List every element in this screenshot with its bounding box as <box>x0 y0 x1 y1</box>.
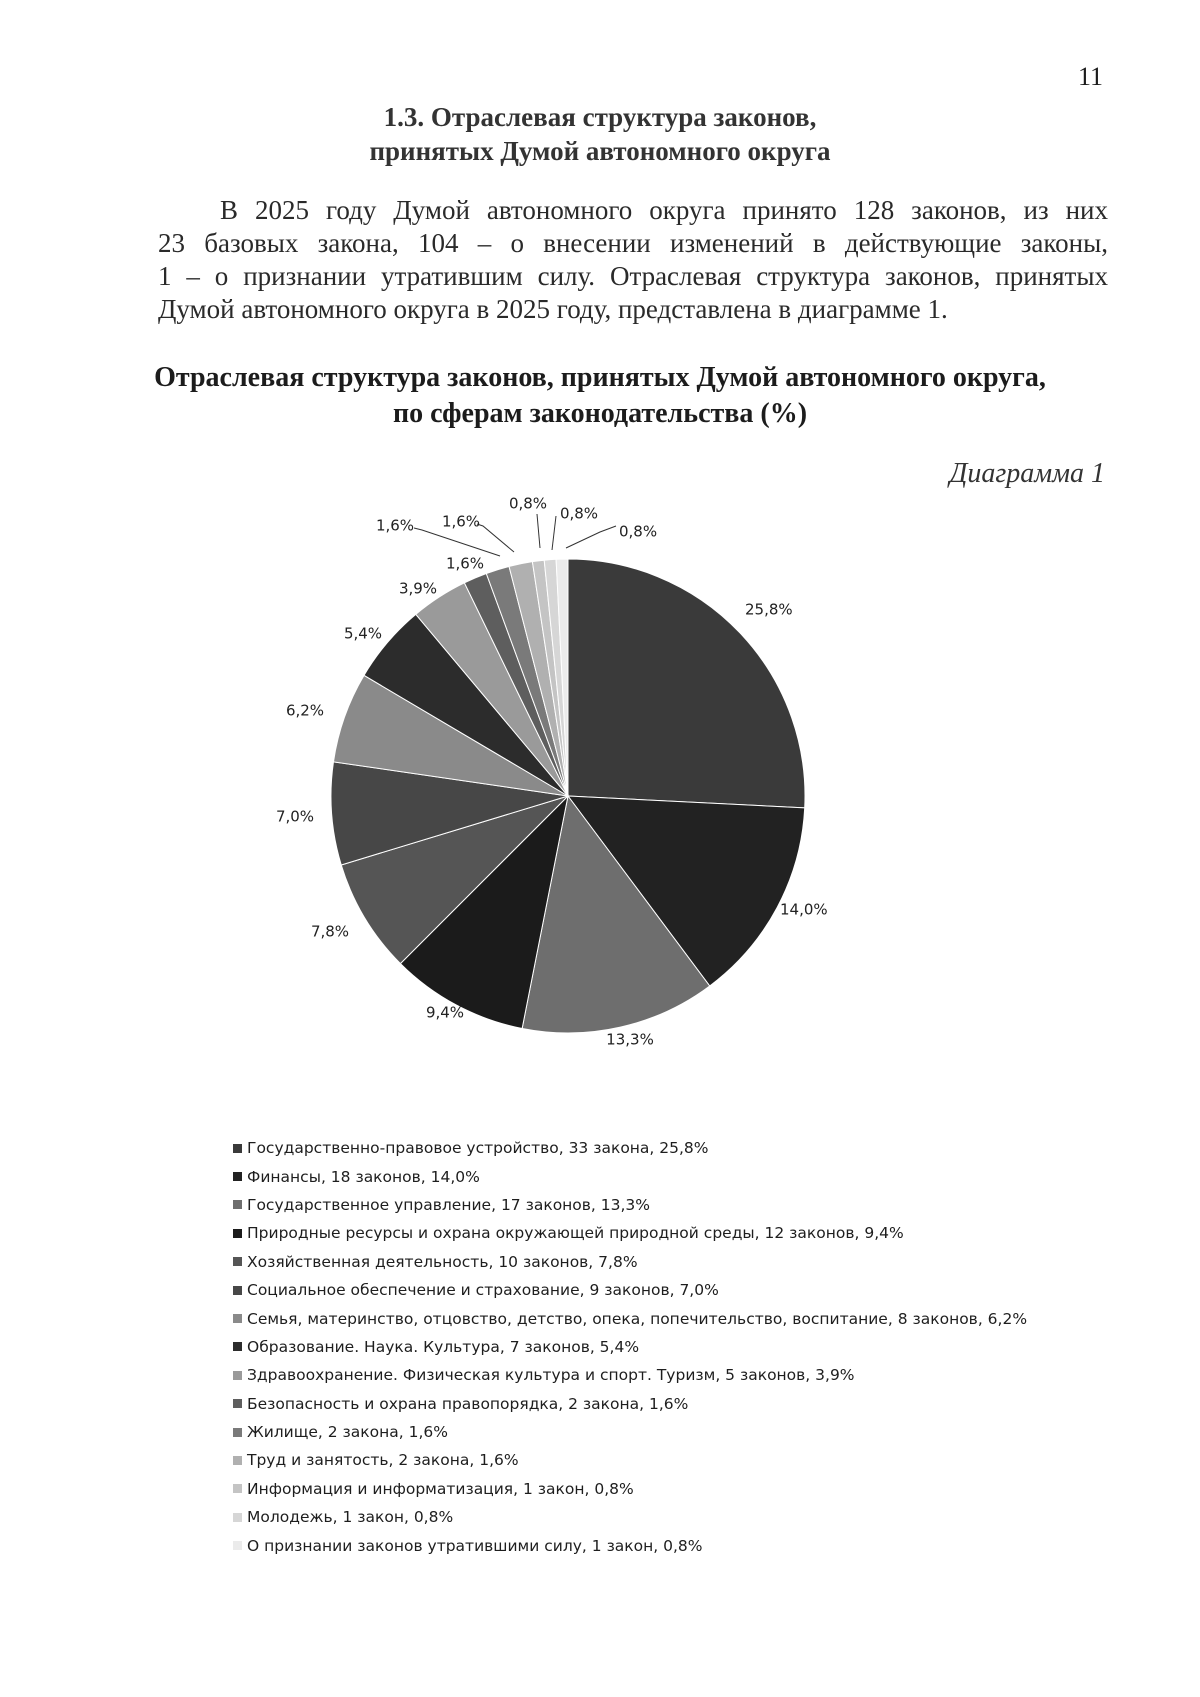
pie-data-label-1: 25,8% <box>745 600 793 619</box>
pie-slice-1 <box>568 559 805 808</box>
legend-swatch-1 <box>233 1144 242 1153</box>
intro-line-4: Думой автономного округа в 2025 году, представлена в диаграмме 1. <box>158 294 948 324</box>
pie-data-label-7: 6,2% <box>285 701 325 720</box>
legend-item-1 <box>233 1134 1133 1162</box>
legend-item-5 <box>233 1248 1133 1276</box>
legend-swatch-11 <box>233 1428 242 1437</box>
legend-swatch-2 <box>233 1172 242 1181</box>
pie-data-label-9: 3,9% <box>398 579 438 598</box>
pie-data-label-14: 0,8% <box>559 504 599 523</box>
legend-label-12: Труд и занятость, 2 закона, 1,6% <box>247 1451 519 1470</box>
legend-label-4: Природные ресурсы и охрана окружающей природной среды, 12 законов, 9,4% <box>247 1224 904 1243</box>
pie-leader-line-10 <box>414 528 500 556</box>
pie-data-label-12: 1,6% <box>445 554 485 573</box>
legend-swatch-10 <box>233 1399 242 1408</box>
chart-title-line-1: Отраслевая структура законов, принятых Думой автономного округа, <box>154 362 1046 393</box>
pie-data-label-6: 7,0% <box>275 807 315 826</box>
legend-swatch-5 <box>233 1257 242 1266</box>
legend-swatch-15 <box>233 1541 242 1550</box>
legend-label-8: Образование. Наука. Культура, 7 законов, 5,4% <box>247 1337 640 1356</box>
chart-title-line-2: по сферам законодательства (%) <box>392 398 808 429</box>
intro-line-3: 1 – о признании утратившим силу. Отраслевая структура законов, принятых <box>158 261 1108 291</box>
legend-swatch-14 <box>233 1513 242 1522</box>
pie-slices <box>331 559 805 1033</box>
legend-label-10: Безопасность и охрана правопорядка, 2 закона, 1,6% <box>247 1394 689 1413</box>
legend-item-15 <box>233 1531 1133 1559</box>
legend-item-8 <box>233 1333 1133 1361</box>
section-title-line-2: принятых Думой автономного округа <box>369 136 831 166</box>
pie-data-label-11: 1,6% <box>441 512 481 531</box>
legend-label-6: Социальное обеспечение и страхование, 9 законов, 7,0% <box>247 1281 719 1300</box>
legend-item-7 <box>233 1304 1133 1332</box>
legend-label-9: Здравоохранение. Физическая культура и спорт. Туризм, 5 законов, 3,9% <box>247 1366 855 1385</box>
intro-paragraph <box>158 194 1108 326</box>
pie-chart <box>275 494 920 1140</box>
pie-data-label-15: 0,8% <box>619 522 658 541</box>
section-title <box>0 100 1200 168</box>
pie-data-label-13: 0,8% <box>508 494 548 513</box>
pie-data-label-5: 7,8% <box>310 922 350 941</box>
legend-swatch-9 <box>233 1371 242 1380</box>
pie-data-label-2: 14,0% <box>780 900 828 919</box>
legend-label-1: Государственно-правовое устройство, 33 закона, 25,8% <box>247 1139 709 1158</box>
legend-swatch-6 <box>233 1286 242 1295</box>
pie-leader-line-11 <box>477 524 514 552</box>
legend-swatch-3 <box>233 1200 242 1209</box>
legend-swatch-4 <box>233 1229 242 1238</box>
legend-item-12 <box>233 1446 1133 1474</box>
legend-item-9 <box>233 1361 1133 1389</box>
legend-label-5: Хозяйственная деятельность, 10 законов, 7,8% <box>247 1252 638 1271</box>
page-number: 11 <box>1078 62 1104 91</box>
legend-item-10 <box>233 1390 1133 1418</box>
pie-data-label-3: 13,3% <box>606 1030 654 1049</box>
diagram-caption: Диаграмма 1 <box>949 458 1105 489</box>
legend-label-7: Семья, материнство, отцовство, детство, опека, попечительство, воспитание, 8 законов, 6,2% <box>247 1309 1028 1328</box>
legend-item-4 <box>233 1219 1133 1247</box>
legend-swatch-7 <box>233 1314 242 1323</box>
legend-label-11: Жилище, 2 закона, 1,6% <box>247 1423 448 1442</box>
legend-label-14: Молодежь, 1 закон, 0,8% <box>247 1508 454 1527</box>
pie-data-label-10: 1,6% <box>375 516 415 535</box>
pie-leader-line-13 <box>537 514 540 548</box>
legend-item-13 <box>233 1475 1133 1503</box>
pie-data-label-8: 5,4% <box>343 624 383 643</box>
legend-swatch-8 <box>233 1342 242 1351</box>
pie-leader-line-15 <box>566 526 616 548</box>
legend-label-2: Финансы, 18 законов, 14,0% <box>247 1167 480 1186</box>
chart-title <box>0 360 1200 432</box>
chart-legend <box>233 1134 1133 1560</box>
legend-item-3 <box>233 1191 1133 1219</box>
intro-line-1: В 2025 году Думой автономного округа принято 128 законов, из них <box>220 195 1108 225</box>
legend-label-3: Государственное управление, 17 законов, 13,3% <box>247 1195 651 1214</box>
legend-label-15: О признании законов утратившими силу, 1 закон, 0,8% <box>247 1536 703 1555</box>
legend-item-6 <box>233 1276 1133 1304</box>
legend-item-2 <box>233 1162 1133 1190</box>
legend-swatch-12 <box>233 1456 242 1465</box>
legend-label-13: Информация и информатизация, 1 закон, 0,8% <box>247 1479 634 1498</box>
legend-item-11 <box>233 1418 1133 1446</box>
intro-line-2: 23 базовых закона, 104 – о внесении изменений в действующие законы, <box>158 228 1108 258</box>
pie-data-label-4: 9,4% <box>425 1003 465 1022</box>
pie-leader-line-14 <box>552 516 556 550</box>
legend-item-14 <box>233 1503 1133 1531</box>
section-title-line-1: 1.3. Отраслевая структура законов, <box>383 102 817 132</box>
legend-swatch-13 <box>233 1484 242 1493</box>
